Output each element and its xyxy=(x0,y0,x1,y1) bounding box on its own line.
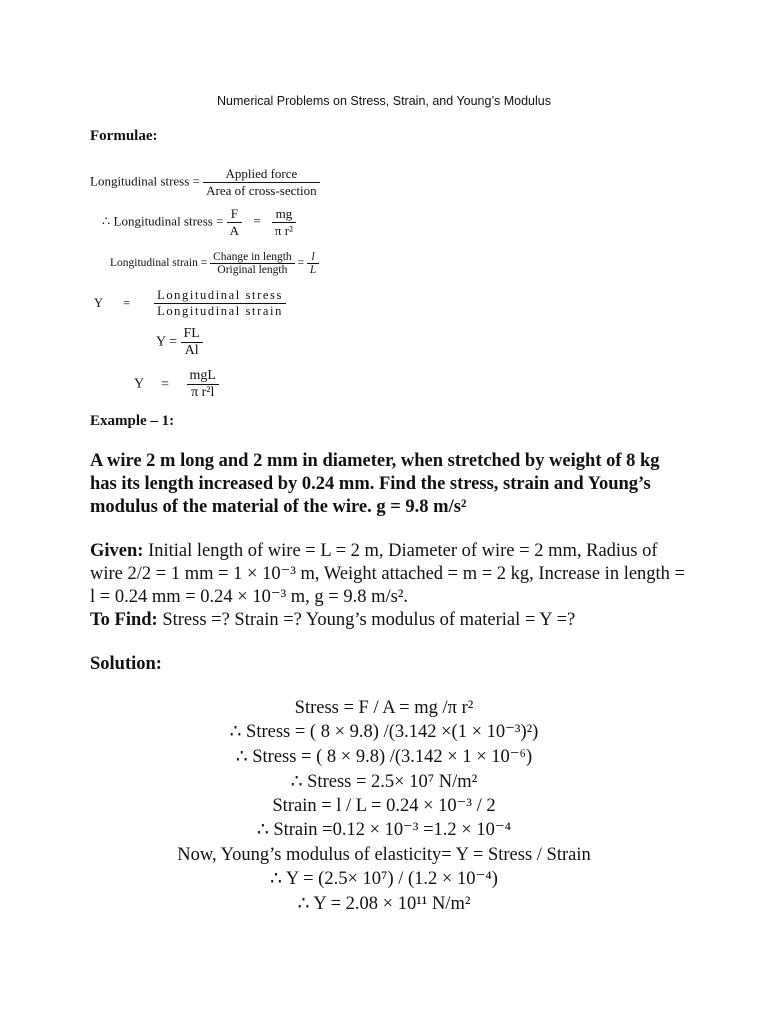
fraction xyxy=(181,326,203,359)
solution-step: ∴ Y = (2.5× 10⁷) / (1.2 × 10⁻⁴) xyxy=(270,869,498,889)
formula-youngs-modulus-definition xyxy=(94,288,286,319)
solution-step: Strain = l / L = 0.24 × 10⁻³ / 2 xyxy=(272,796,496,816)
fraction xyxy=(307,251,319,276)
document-title: Numerical Problems on Stress, Strain, and Young’s Modulus xyxy=(217,94,551,108)
fraction-numerator: mgL xyxy=(189,368,216,383)
fraction-numerator: Applied force xyxy=(225,166,298,181)
fraction-denominator: L xyxy=(307,263,319,276)
given-paragraph xyxy=(90,540,690,609)
formula-lhs: Longitudinal strain = xyxy=(110,257,208,270)
fraction-denominator: π r² xyxy=(272,222,296,239)
equals-sign: = xyxy=(161,376,169,392)
solution-step: Now, Young’s modulus of elasticity= Y = Stress / Strain xyxy=(177,845,591,865)
fraction-denominator: Al xyxy=(181,342,203,359)
fraction-denominator: Original length xyxy=(210,263,295,276)
formula-lhs: Y xyxy=(134,376,144,392)
fraction-denominator: A xyxy=(227,222,242,239)
fraction-numerator: mg xyxy=(275,206,293,221)
solution-step: ∴ Y = 2.08 × 10¹¹ N/m² xyxy=(297,894,471,914)
solution-step: ∴ Stress = 2.5× 10⁷ N/m² xyxy=(290,772,478,792)
problem-statement: A wire 2 m long and 2 mm in diameter, when stretched by weight of 8 kg has its length increased by 0.24 mm. Find the stress, strain and Young’s modulus of the material of the wire. g = 9.8 m/s² xyxy=(90,451,660,517)
fraction-numerator: FL xyxy=(183,326,200,341)
fraction-numerator: F xyxy=(230,206,238,221)
solution-step: ∴ Stress = ( 8 × 9.8) /(3.142 × 1 × 10⁻⁶) xyxy=(235,747,533,767)
formula-youngs-modulus-fl xyxy=(156,326,203,359)
fraction xyxy=(272,206,296,239)
fraction-numerator: Change in length xyxy=(213,251,292,263)
fraction xyxy=(210,251,295,276)
to-find-text: Stress =? Strain =? Young’s modulus of material = Y =? xyxy=(157,610,576,630)
solution-step: Stress = F / A = mg /π r² xyxy=(294,698,474,718)
equals-sign: = xyxy=(253,213,261,229)
formula-youngs-modulus-mgl xyxy=(134,368,219,401)
formula-strain-definition xyxy=(110,251,319,276)
fraction-denominator: π r²l xyxy=(187,384,219,401)
fraction xyxy=(187,368,219,401)
fraction-numerator: Longitudinal stress xyxy=(157,288,283,302)
fraction-numerator: l xyxy=(311,251,315,263)
formula-lhs: Y = xyxy=(156,334,177,350)
to-find-paragraph xyxy=(90,609,690,632)
formulae-heading: Formulae: xyxy=(90,128,158,144)
fraction xyxy=(154,288,286,319)
given-text: Initial length of wire = L = 2 m, Diameter of wire = 2 mm, Radius of wire 2/2 = 1 mm = 1 × 10⁻³ m, Weight attached = m = 2 kg, Increase in length = l = 0.24 mm = 0.24 × 10⁻³ m, g = 9.8 m/s². xyxy=(90,541,685,607)
formula-lhs: ∴ Longitudinal stress = xyxy=(102,213,224,229)
fraction-denominator: Longitudinal strain xyxy=(154,303,286,319)
solution-step: ∴ Strain =0.12 × 10⁻³ =1.2 × 10⁻⁴ xyxy=(256,820,512,840)
solution-heading: Solution: xyxy=(90,654,162,674)
given-label: Given: xyxy=(90,541,144,561)
fraction-denominator: Area of cross-section xyxy=(203,182,319,199)
example-heading: Example – 1: xyxy=(90,413,175,429)
to-find-label: To Find: xyxy=(90,610,158,630)
formula-lhs: Y xyxy=(94,296,104,311)
equals-sign: = xyxy=(123,296,131,311)
solution-step: ∴ Stress = ( 8 × 9.8) /(3.142 ×(1 × 10⁻³)²) xyxy=(229,722,539,742)
formula-stress-mg xyxy=(102,206,296,239)
fraction xyxy=(227,206,242,239)
formula-stress-definition xyxy=(90,166,320,199)
formula-lhs: Longitudinal stress = xyxy=(90,173,200,189)
fraction xyxy=(203,166,319,199)
equals-sign: = xyxy=(297,257,305,270)
